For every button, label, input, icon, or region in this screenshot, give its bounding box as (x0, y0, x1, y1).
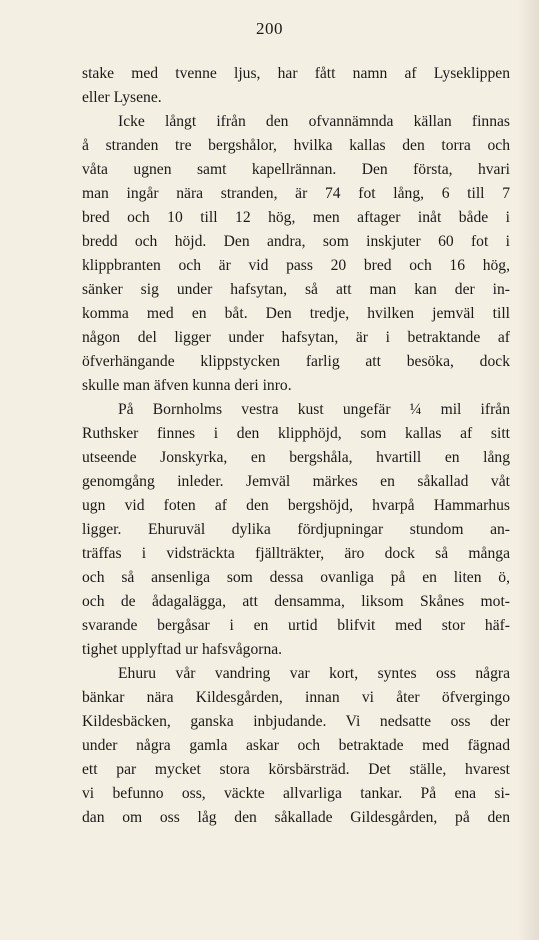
text-line: bänkar nära Kildesgården, innan vi åter öfvergingo (82, 689, 510, 706)
text-line: sänker sig under hafsytan, så att man kan der in- (82, 281, 510, 298)
page-number: 200 (256, 19, 283, 38)
text-line: någon del ligger under hafsytan, är i betraktande af (82, 329, 510, 346)
text-line: ligger. Ehuruväl dylika fördjupningar stundom an- (82, 521, 510, 538)
text-line: eller Lysene. (82, 89, 162, 106)
text-line: öfverhängande klippstycken farlig att besöka, dock (82, 353, 510, 370)
text-line: Ehuru vår vandring var kort, syntes oss några (118, 665, 510, 682)
text-line: genomgång inleder. Jemväl märkes en såkallad våt (82, 473, 510, 490)
text-line: å stranden tre bergshålor, hvilka kallas den torra och (82, 137, 510, 154)
text-line: bredd och höjd. Den andra, som inskjuter 60 fot i (82, 233, 510, 250)
text-line: På Bornholms vestra kust ungefär ¼ mil ifrån (118, 401, 510, 418)
text-line: Ruthsker finnes i den klipphöjd, som kallas af sitt (82, 425, 510, 442)
text-line: och så ansenliga som dessa ovanliga på en liten ö, (82, 569, 510, 586)
text-line: skulle man äfven kunna deri inro. (82, 377, 292, 394)
text-line: vi befunno oss, väckte allvarliga tankar. På ena si- (82, 785, 510, 802)
body-text (82, 62, 510, 830)
text-line: man ingår nära stranden, är 74 fot lång, 6 till 7 (82, 185, 510, 202)
binding-shadow (517, 0, 539, 940)
text-line: träffas i vidsträckta fjällträkter, äro dock så många (82, 545, 510, 562)
text-line: och de ådagalägga, att densamma, liksom Skånes mot- (82, 593, 510, 610)
text-line: bred och 10 till 12 hög, men aftager inåt både i (82, 209, 510, 226)
text-line: våta ugnen samt kapellrännan. Den första, hvari (82, 161, 510, 178)
text-line: ugn vid foten af den bergshöjd, hvarpå Hammarhus (82, 497, 510, 514)
text-line: svarande bergåsar i en urtid blifvit med stor häf- (82, 617, 510, 634)
text-line: klippbranten och är vid pass 20 bred och 16 hög, (82, 257, 510, 274)
text-line: tighet upplyftad ur hafsvågorna. (82, 641, 283, 658)
text-line: under några gamla askar och betraktade med fägnad (82, 737, 510, 754)
text-line: stake med tvenne ljus, har fått namn af Lyseklippen (82, 65, 510, 82)
text-line: ett par mycket stora körsbärsträd. Det ställe, hvarest (82, 761, 510, 778)
text-line: utseende Jonskyrka, en bergshåla, hvartill en lång (82, 449, 510, 466)
text-line: komma med en båt. Den tredje, hvilken jemväl till (82, 305, 510, 322)
text-line: Kildesbäcken, ganska inbjudande. Vi nedsatte oss der (82, 713, 510, 730)
text-line: dan om oss låg den såkallade Gildesgården, på den (82, 809, 510, 826)
text-line: Icke långt ifrån den ofvannämnda källan finnas (118, 113, 510, 130)
